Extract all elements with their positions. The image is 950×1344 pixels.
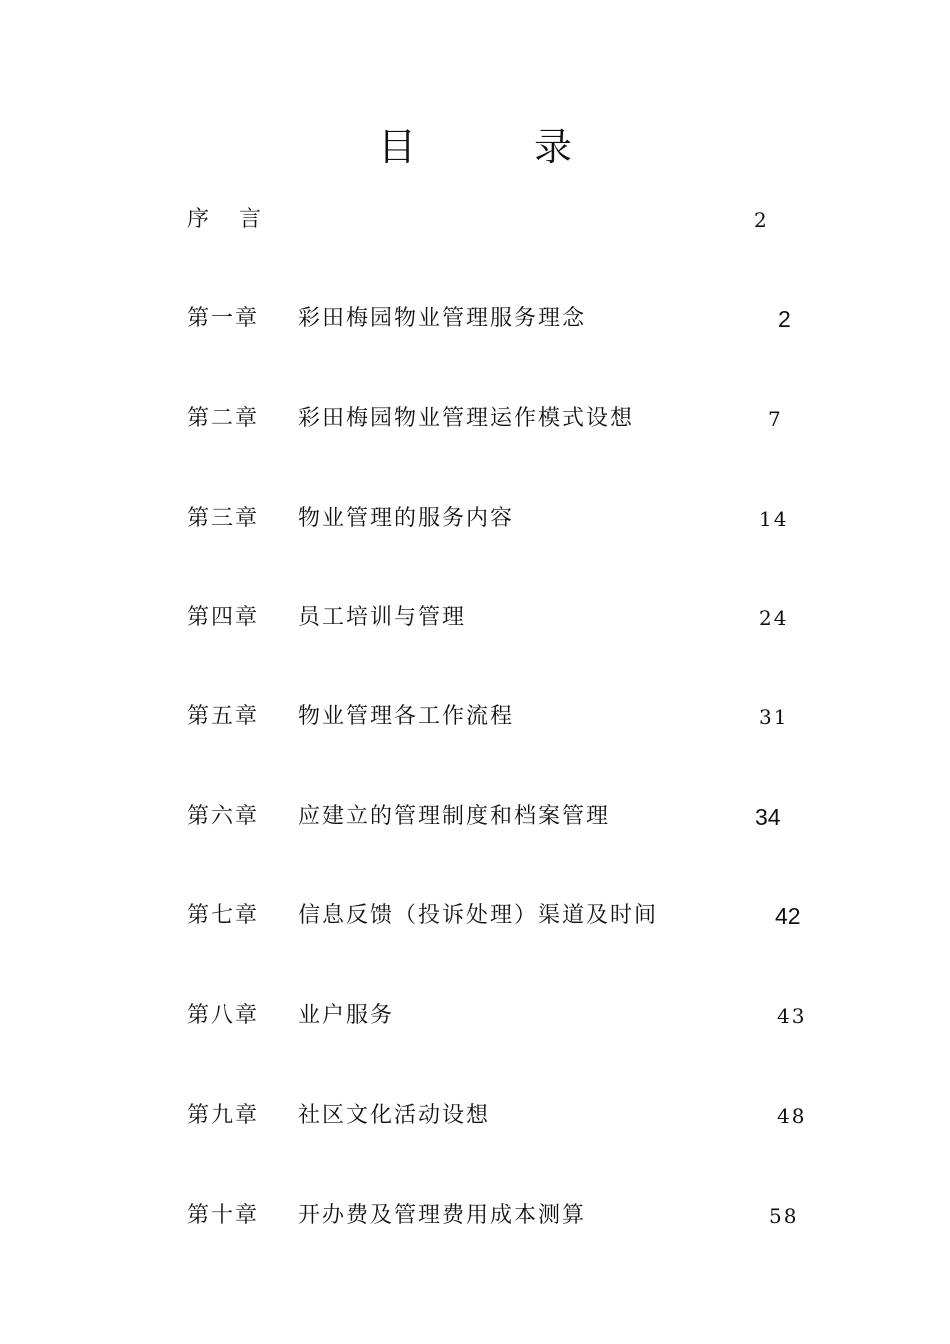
toc-page-number: 42 [775, 903, 801, 929]
toc-entry-preface[interactable] [0, 202, 950, 238]
toc-entry-chapter-1[interactable] [0, 301, 950, 337]
toc-page-number: 31 [759, 705, 789, 729]
toc-chapter-label: 第三章 [187, 506, 260, 531]
toc-chapter-name: 社区文化活动设想 [298, 1103, 491, 1128]
toc-entry-chapter-5[interactable] [0, 699, 950, 735]
toc-entry-chapter-7[interactable] [0, 898, 950, 934]
toc-entry-chapter-2[interactable] [0, 401, 950, 437]
toc-chapter-label: 序言 [187, 207, 292, 232]
toc-chapter-name: 业户服务 [298, 1003, 395, 1028]
toc-chapter-label: 第四章 [187, 605, 260, 630]
toc-entry-chapter-3[interactable] [0, 501, 950, 537]
toc-chapter-name: 彩田梅园物业管理服务理念 [298, 306, 587, 331]
toc-chapter-label: 第五章 [187, 704, 260, 729]
toc-chapter-label: 第十章 [187, 1203, 260, 1228]
toc-entry-chapter-10[interactable] [0, 1198, 950, 1234]
toc-page-number: 2 [778, 306, 791, 332]
toc-chapter-label: 第九章 [187, 1103, 260, 1128]
toc-page-number: 2 [754, 208, 769, 232]
toc-page-number: 24 [759, 606, 789, 630]
toc-chapter-name: 信息反馈（投诉处理）渠道及时间 [298, 903, 659, 928]
toc-page-number: 14 [759, 507, 789, 531]
toc-chapter-label: 第八章 [187, 1003, 260, 1028]
toc-page-number: 43 [777, 1004, 807, 1028]
toc-chapter-name: 物业管理的服务内容 [298, 506, 515, 531]
toc-chapter-label: 第七章 [187, 903, 260, 928]
toc-chapter-name: 开办费及管理费用成本测算 [298, 1203, 587, 1228]
page-title: 目 录 [377, 125, 612, 169]
toc-chapter-label: 第一章 [187, 306, 260, 331]
toc-chapter-name: 彩田梅园物业管理运作模式设想 [298, 406, 635, 431]
toc-entry-chapter-9[interactable] [0, 1098, 950, 1134]
toc-chapter-name: 员工培训与管理 [298, 605, 467, 630]
toc-chapter-label: 第二章 [187, 406, 260, 431]
toc-page-number: 58 [769, 1204, 799, 1228]
toc-chapter-label: 第六章 [187, 804, 260, 829]
toc-page-number: 34 [755, 804, 781, 830]
toc-chapter-name: 物业管理各工作流程 [298, 704, 515, 729]
toc-entry-chapter-6[interactable] [0, 799, 950, 835]
toc-page-number: 7 [768, 407, 783, 431]
toc-chapter-name: 应建立的管理制度和档案管理 [298, 804, 611, 829]
toc-entry-chapter-8[interactable] [0, 998, 950, 1034]
toc-page-number: 48 [777, 1104, 807, 1128]
toc-entry-chapter-4[interactable] [0, 600, 950, 636]
